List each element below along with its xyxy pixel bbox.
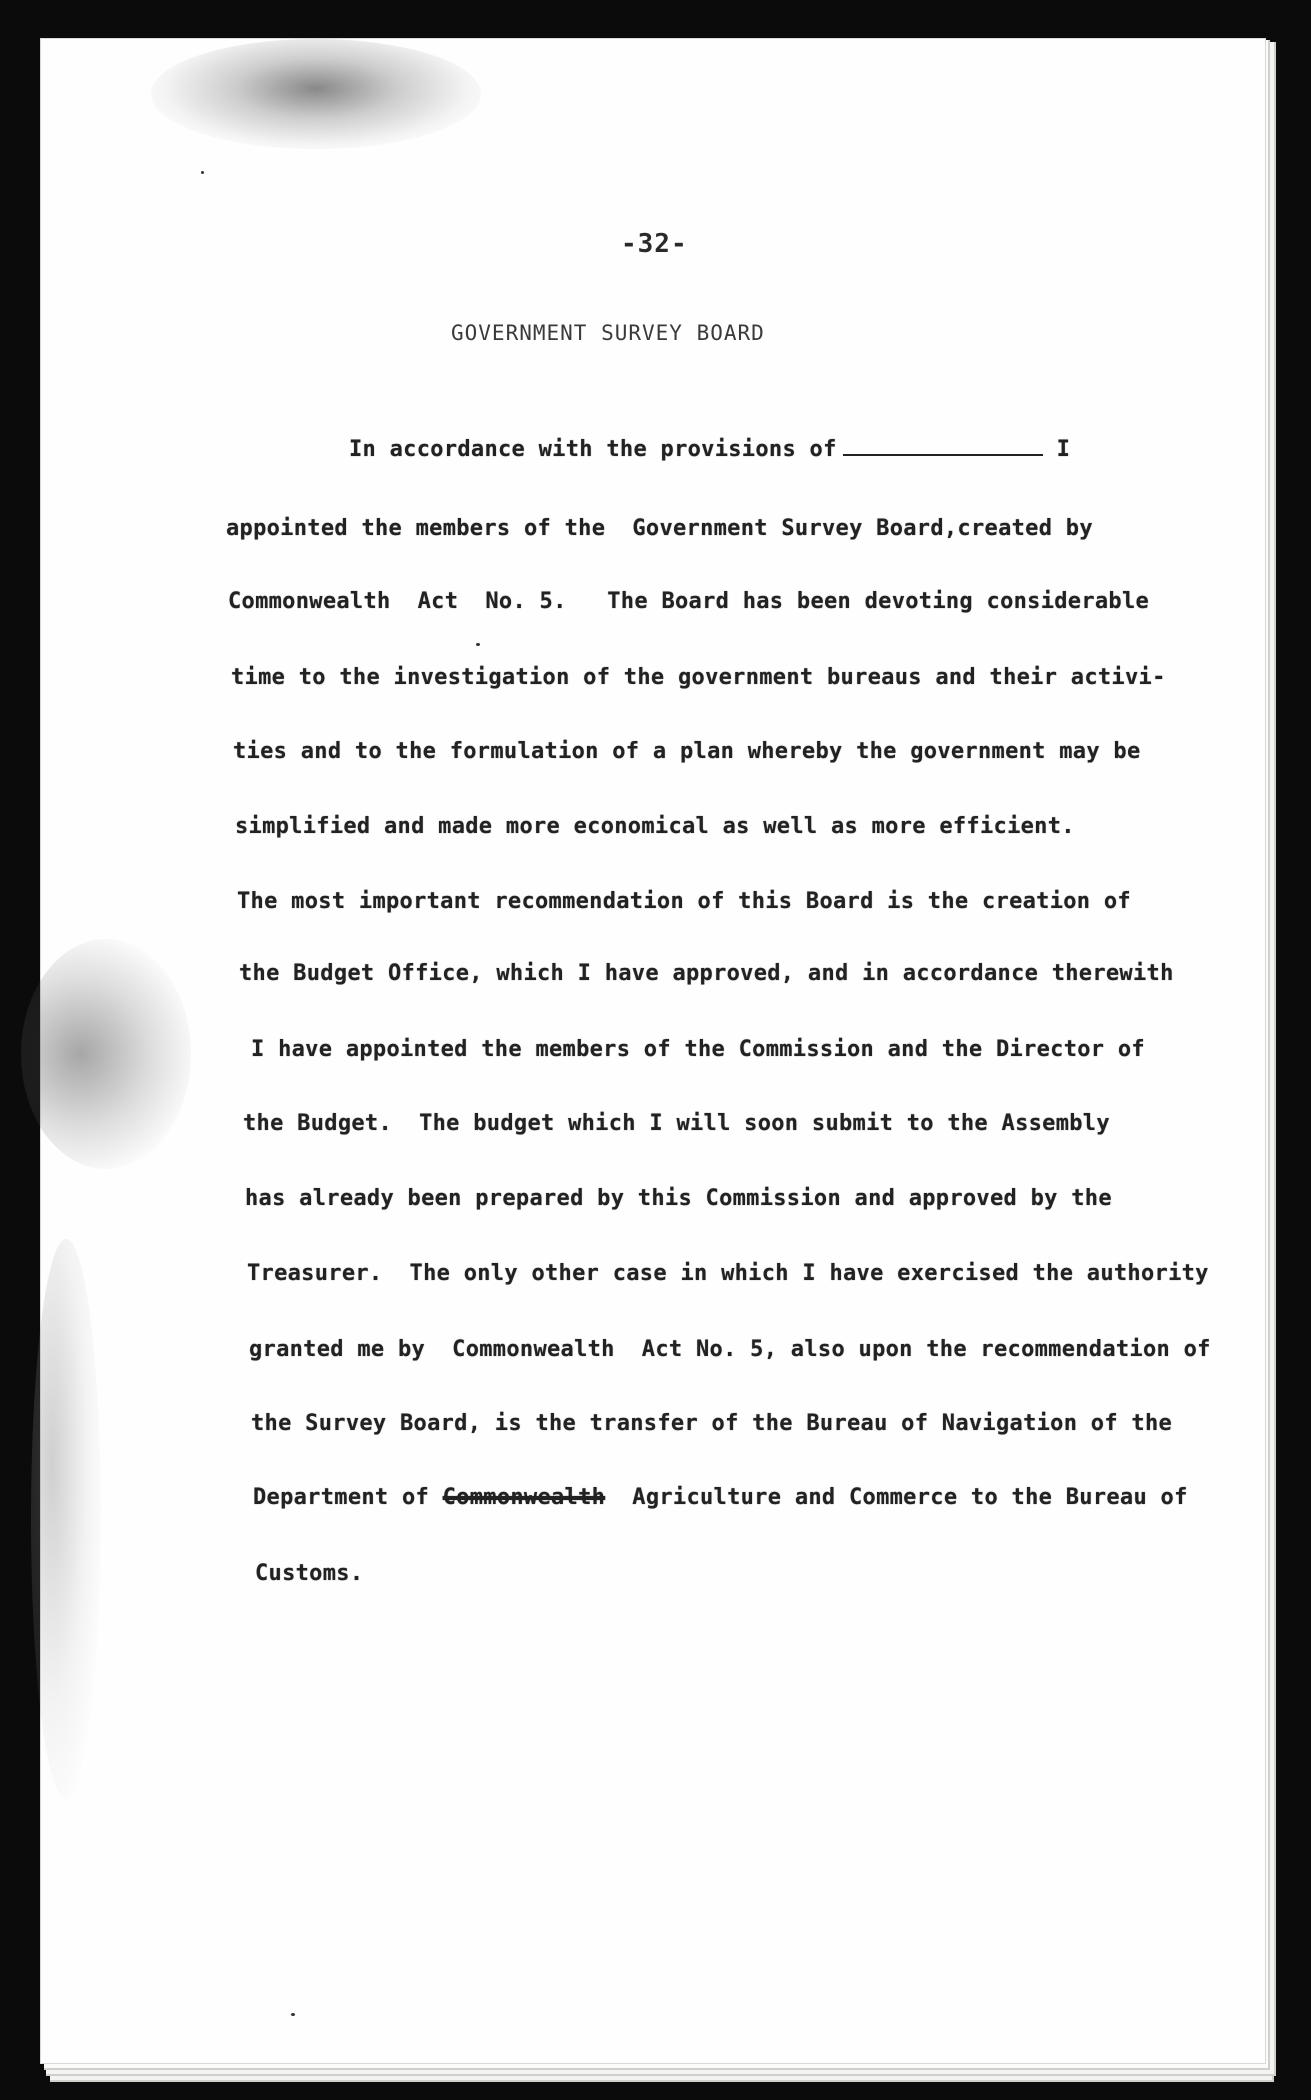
- scan-smudge: [21, 939, 191, 1169]
- text-line: [349, 437, 1070, 462]
- text-line-start: In accordance with the provisions of: [349, 437, 837, 462]
- text-line: [253, 1485, 1188, 1510]
- scan-smudge: [151, 39, 481, 149]
- ink-speck: [476, 643, 480, 646]
- fill-in-blank: [843, 454, 1043, 456]
- text-line: the Survey Board, is the transfer of the Bureau of Navigation of the: [251, 1411, 1173, 1436]
- text-line: ties and to the formulation of a plan whereby the government may be: [233, 739, 1141, 764]
- page-title: GOVERNMENT SURVEY BOARD: [451, 321, 765, 345]
- text-line: Customs.: [255, 1561, 364, 1586]
- text-line: has already been prepared by this Commission and approved by the: [245, 1186, 1112, 1211]
- struck-out-word: Commonwealth: [442, 1485, 606, 1510]
- ink-speck: [291, 2013, 295, 2016]
- scan-smudge: [31, 1239, 101, 1799]
- text-line: granted me by Commonwealth Act No. 5, also upon the recommendation of: [249, 1337, 1211, 1362]
- document-page: [40, 38, 1266, 2064]
- text-line: appointed the members of the Government Survey Board,created by: [226, 516, 1093, 541]
- page-number: -32-: [621, 229, 688, 259]
- text-line: Commonwealth Act No. 5. The Board has been devoting considerable: [228, 589, 1150, 614]
- text-line: the Budget. The budget which I will soon submit to the Assembly: [243, 1111, 1110, 1136]
- text-line: Treasurer. The only other case in which I have exercised the authority: [247, 1261, 1209, 1286]
- text-line-end: I: [1056, 437, 1071, 462]
- ink-speck: [201, 171, 204, 174]
- text-line: time to the investigation of the government bureaus and their activi-: [231, 665, 1166, 690]
- text-line-start: Department of: [253, 1485, 430, 1510]
- text-line: simplified and made more economical as well as more efficient.: [235, 814, 1075, 839]
- text-line: The most important recommendation of this Board is the creation of: [237, 889, 1131, 914]
- text-line-end: Agriculture and Commerce to the Bureau of: [632, 1485, 1188, 1510]
- text-line: the Budget Office, which I have approved, and in accordance therewith: [239, 961, 1174, 986]
- text-line: I have appointed the members of the Commission and the Director of: [251, 1037, 1145, 1062]
